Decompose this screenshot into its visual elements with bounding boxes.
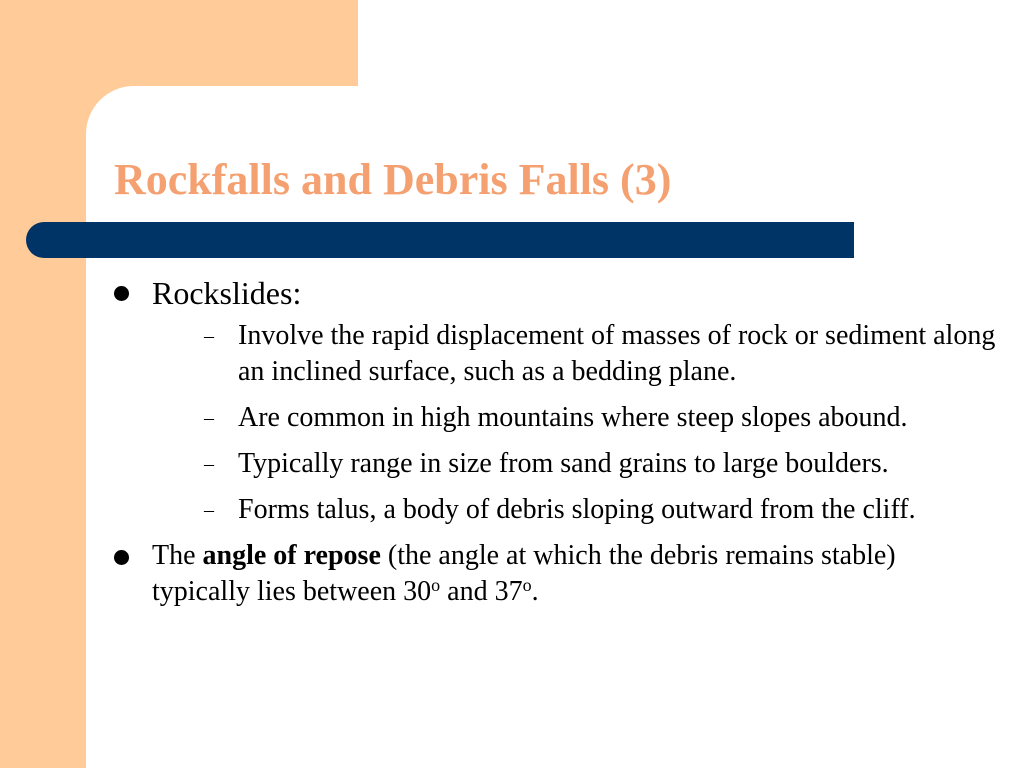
degree-superscript: o (431, 575, 441, 595)
bullet-text-middle-2: and 37 (440, 576, 523, 607)
slide-title: Rockfalls and Debris Falls (3) (114, 155, 672, 204)
bullet-angle-of-repose (110, 538, 990, 610)
dash-icon: – (204, 499, 214, 521)
title-underline-bar (26, 222, 854, 258)
sub-bullet-text: Typically range in size from sand grains to large boulders. (238, 448, 889, 479)
sub-bullet-item (152, 492, 1024, 528)
dash-icon: – (204, 453, 214, 475)
sub-bullet-item (152, 446, 1024, 482)
bullet-text-bold-term: angle of repose (202, 540, 381, 571)
bullet-text-prefix: The (152, 540, 203, 571)
sub-bullet-text: Are common in high mountains where steep slopes abound. (238, 402, 908, 433)
bullet-dot-icon (114, 286, 129, 301)
sub-bullet-item (152, 400, 1024, 436)
sub-bullet-text: Involve the rapid displacement of masses of rock or sediment along an inclined surface, such as a bedding plane. (238, 320, 996, 387)
dash-icon: – (204, 407, 214, 429)
dash-icon: – (204, 325, 214, 347)
bullet-text-suffix: . (531, 576, 539, 607)
sub-bullet-list (152, 318, 996, 528)
bullet-rockslides (110, 272, 996, 528)
bullet-list (110, 272, 996, 610)
sub-bullet-item (152, 318, 1024, 390)
sub-bullet-text: Forms talus, a body of debris sloping outward from the cliff. (238, 494, 916, 525)
bullet-text: Rockslides: (152, 275, 302, 311)
degree-superscript: o (522, 575, 532, 595)
bullet-dot-icon (114, 550, 129, 565)
bullet-text-middle: (the angle at which the debris remains stable) typically lies between 30 (152, 540, 896, 607)
